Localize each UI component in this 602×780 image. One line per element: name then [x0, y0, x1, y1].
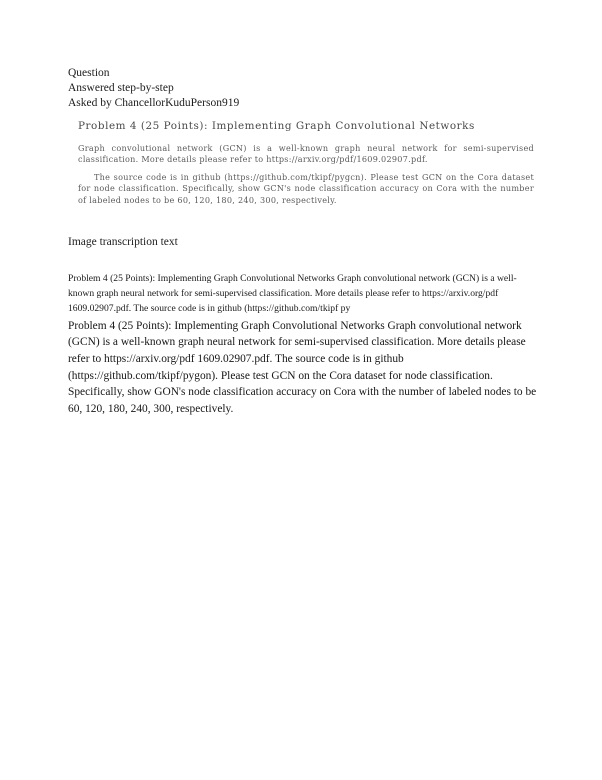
transcription-body [68, 271, 538, 418]
asked-by: Asked by ChancellorKuduPerson919 [68, 97, 240, 110]
image-problem-title: Problem 4 (25 Points): Implementing Graph Convolutional Networks [78, 119, 475, 132]
image-paragraph-2: The source code is in github (https://github.com/tkipf/pygcn). Please test GCN on the Cora dataset for node classification. Specifically, show GCN's node classification accuracy on Cora with the number of labeled nodes to be 60, 120, 180, 240, 300, respectively. [78, 171, 534, 205]
transcription-paragraph-2: Problem 4 (25 Points): Implementing Graph Convolutional Networks Graph convolutional network (GCN) is a well-known graph neural network for semi-supervised classification. More details please refer to https://arxiv.org/pdf 1609.02907.pdf. The source code is in github (https://github.com/tkipf/pygon). Please test GCN on the Cora dataset for node classification. Specifically, show GON's node classification accuracy on Cora with the number of labeled nodes to be 60, 120, 180, 240, 300, respectively. [68, 319, 537, 415]
question-content [68, 66, 538, 417]
question-meta [68, 66, 538, 112]
question-label: Question [68, 67, 110, 79]
transcription-heading: Image transcription text [68, 235, 178, 248]
answer-status: Answered step-by-step [68, 82, 174, 95]
transcription-paragraph-1: Problem 4 (25 Points): Implementing Graph Convolutional Networks Graph convolutional network (GCN) is a well-known graph neural network for semi-supervised classification. More details please refer to https://arxiv.org/pdf 1609.02907.pdf. The source code is in github (https://github.com/tkipf py [68, 272, 517, 315]
question-image [68, 118, 538, 207]
image-paragraph-1: Graph convolutional network (GCN) is a well-known graph neural network for semi-supervised classification. More details please refer to https://arxiv.org/pdf/1609.02907.pdf. [78, 142, 534, 165]
